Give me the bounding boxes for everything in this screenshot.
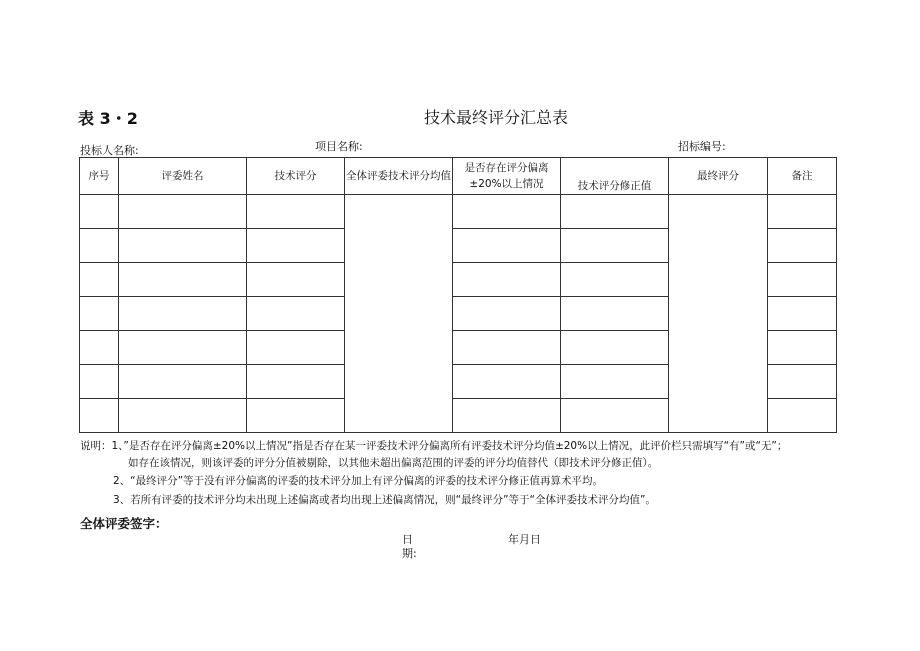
cell-remarks[interactable] <box>768 365 837 399</box>
bidder-name-label: 投标人名称: <box>80 144 139 157</box>
date-label-1: 日 <box>402 533 413 546</box>
project-name-label: 项目名称: <box>315 140 363 153</box>
note-1: 说明：1、”是否存在评分偏离±20%以上情况”指是否存在某一评委技术评分偏离所有评委技术评分均值±20%以上情况，此评价栏只需填写“有”或“无”； <box>80 440 788 452</box>
cell-corrected[interactable] <box>561 331 669 365</box>
col-header-deviation: 是否存在评分偏离±20%以上情况 <box>453 158 561 195</box>
table-header-row <box>80 158 837 195</box>
cell-corrected[interactable] <box>561 263 669 297</box>
cell-remarks[interactable] <box>768 195 837 229</box>
cell-remarks[interactable] <box>768 297 837 331</box>
cell-seq[interactable] <box>80 331 119 365</box>
cell-seq[interactable] <box>80 263 119 297</box>
cell-deviation[interactable] <box>453 399 561 433</box>
note-3: 3、若所有评委的技术评分均未出现上述偏离或者均出现上述偏离情况，则“最终评分”等于“全体评委技术评分均值”。 <box>113 494 656 506</box>
cell-tech-score[interactable] <box>247 365 345 399</box>
cell-deviation[interactable] <box>453 331 561 365</box>
cell-remarks[interactable] <box>768 229 837 263</box>
cell-judge-name[interactable] <box>119 331 247 365</box>
cell-tech-score[interactable] <box>247 399 345 433</box>
date-ymd: 年月日 <box>508 533 541 546</box>
col-header-tech-score: 技术评分 <box>247 158 345 195</box>
note-1-continued: 如存在该情况，则该评委的评分分值被剔除，以其他未超出偏离范围的评委的评分均值替代（即技术评分修正值）。 <box>128 457 659 469</box>
date-label-2: 期: <box>402 547 417 560</box>
cell-seq[interactable] <box>80 399 119 433</box>
cell-tech-score[interactable] <box>247 195 345 229</box>
cell-tech-score[interactable] <box>247 263 345 297</box>
table-number: 表 3・2 <box>78 109 138 128</box>
cell-deviation[interactable] <box>453 195 561 229</box>
cell-final-score[interactable] <box>669 195 768 433</box>
cell-corrected[interactable] <box>561 297 669 331</box>
cell-judge-name[interactable] <box>119 263 247 297</box>
col-header-remarks: 备注 <box>768 158 837 195</box>
cell-deviation[interactable] <box>453 229 561 263</box>
col-header-final-score: 最终评分 <box>669 158 768 195</box>
cell-judge-name[interactable] <box>119 195 247 229</box>
cell-corrected[interactable] <box>561 195 669 229</box>
cell-corrected[interactable] <box>561 399 669 433</box>
cell-judge-name[interactable] <box>119 365 247 399</box>
cell-corrected[interactable] <box>561 365 669 399</box>
note-2: 2、“最终评分”等于没有评分偏离的评委的技术评分加上有评分偏离的评委的技术评分修正值再算术平均。 <box>113 475 604 487</box>
col-header-judge-name: 评委姓名 <box>119 158 247 195</box>
cell-judge-name[interactable] <box>119 399 247 433</box>
cell-avg-score[interactable] <box>345 195 453 433</box>
score-summary-table <box>79 157 837 433</box>
cell-judge-name[interactable] <box>119 229 247 263</box>
cell-deviation[interactable] <box>453 263 561 297</box>
document-title: 技术最终评分汇总表 <box>424 108 569 127</box>
table-row <box>80 195 837 229</box>
cell-remarks[interactable] <box>768 399 837 433</box>
cell-deviation[interactable] <box>453 297 561 331</box>
cell-tech-score[interactable] <box>247 229 345 263</box>
cell-tech-score[interactable] <box>247 331 345 365</box>
tender-number-label: 招标编号: <box>678 140 726 153</box>
cell-corrected[interactable] <box>561 229 669 263</box>
col-header-corrected: 技术评分修正值 <box>561 158 669 195</box>
cell-tech-score[interactable] <box>247 297 345 331</box>
cell-seq[interactable] <box>80 195 119 229</box>
judges-signature-label: 全体评委签字： <box>80 516 168 531</box>
cell-seq[interactable] <box>80 229 119 263</box>
cell-remarks[interactable] <box>768 331 837 365</box>
col-header-seq: 序号 <box>80 158 119 195</box>
cell-deviation[interactable] <box>453 365 561 399</box>
cell-seq[interactable] <box>80 297 119 331</box>
col-header-avg-score: 全体评委技术评分均值 <box>345 158 453 195</box>
cell-seq[interactable] <box>80 365 119 399</box>
cell-judge-name[interactable] <box>119 297 247 331</box>
cell-remarks[interactable] <box>768 263 837 297</box>
